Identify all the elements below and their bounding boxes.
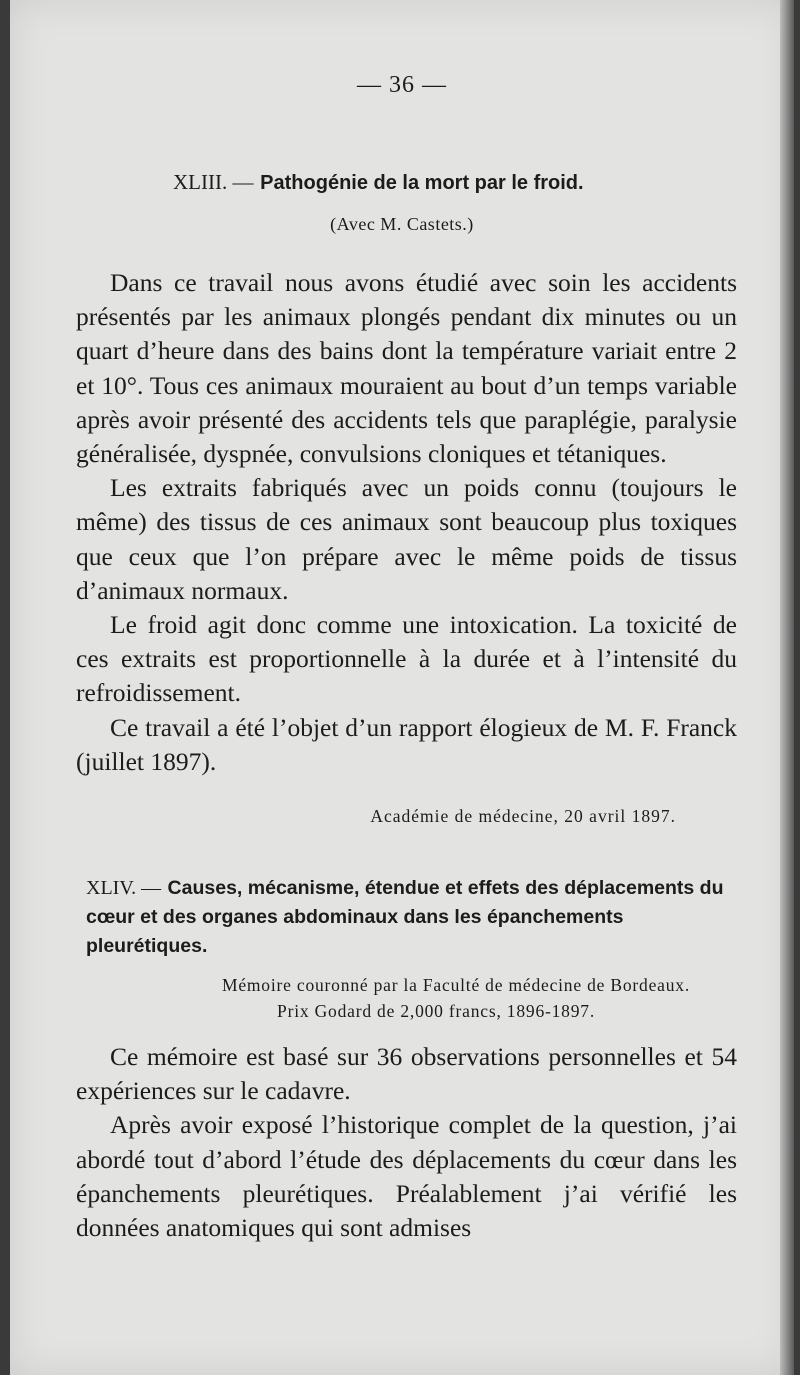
section-body-xliv (76, 1040, 737, 1245)
section-body-xliii (76, 266, 737, 779)
section-number: XLIII. — (173, 170, 254, 194)
section-title: Causes, mécanisme, étendue et effets des déplacements du cœur et des organes abdominaux dans les épanchements pleurétiques. (86, 877, 724, 957)
prize-line: Prix Godard de 2,000 francs, 1896-1897. (277, 1001, 595, 1021)
citation: Académie de médecine, 20 avril 1897. (370, 806, 676, 826)
section-heading-xliv (86, 873, 736, 960)
paragraph: Ce mémoire est basé sur 36 observations personnelles et 54 expériences sur le cadavre. (76, 1042, 737, 1106)
paragraph: Les extraits fabriqués avec un poids connu (toujours le même) des tissus de ces animaux sont beaucoup plus toxiques que ceux que l’on prépare avec le même poids de tissus d’animaux normaux. (76, 473, 737, 605)
paragraph: Ce travail a été l’objet d’un rapport élogieux de M. F. Franck (juillet 1897). (76, 712, 737, 776)
section-title: Pathogénie de la mort par le froid. (260, 172, 584, 194)
prize-line: Mémoire couronné par la Faculté de médecine de Bordeaux. (221, 975, 690, 995)
section-number: XLIV. — (86, 877, 162, 899)
page-edge-shadow (780, 0, 794, 1375)
section-heading-xliii (173, 170, 584, 195)
paragraph: Après avoir exposé l’historique complet de la question, j’ai abordé tout d’abord l’étude des déplacements du cœur dans les épanchements pleurétiques. Préalablement j’ai vérifié les données anatomiques qui sont admises (76, 1110, 737, 1243)
book-page (10, 0, 794, 1375)
page-number: — 36 — (357, 72, 447, 98)
paragraph: Dans ce travail nous avons étudié avec soin les accidents présentés par les animaux plongés pendant dix minutes ou un quart d’heure dans des bains dont la température variait entre 2 et 10°. Tous ces animaux mouraient au bout d’un temps variable après avoir présenté des accidents tels que paraplégie, paralysie généralisée, dyspnée, convulsions cloniques et tétaniques. (76, 268, 737, 469)
prize-note (140, 972, 690, 1024)
paragraph: Le froid agit donc comme une intoxication. La toxicité de ces extraits est proportionnelle à la durée et à l’intensité du refroidissement. (76, 610, 737, 708)
coauthor-note: (Avec M. Castets.) (330, 214, 474, 234)
